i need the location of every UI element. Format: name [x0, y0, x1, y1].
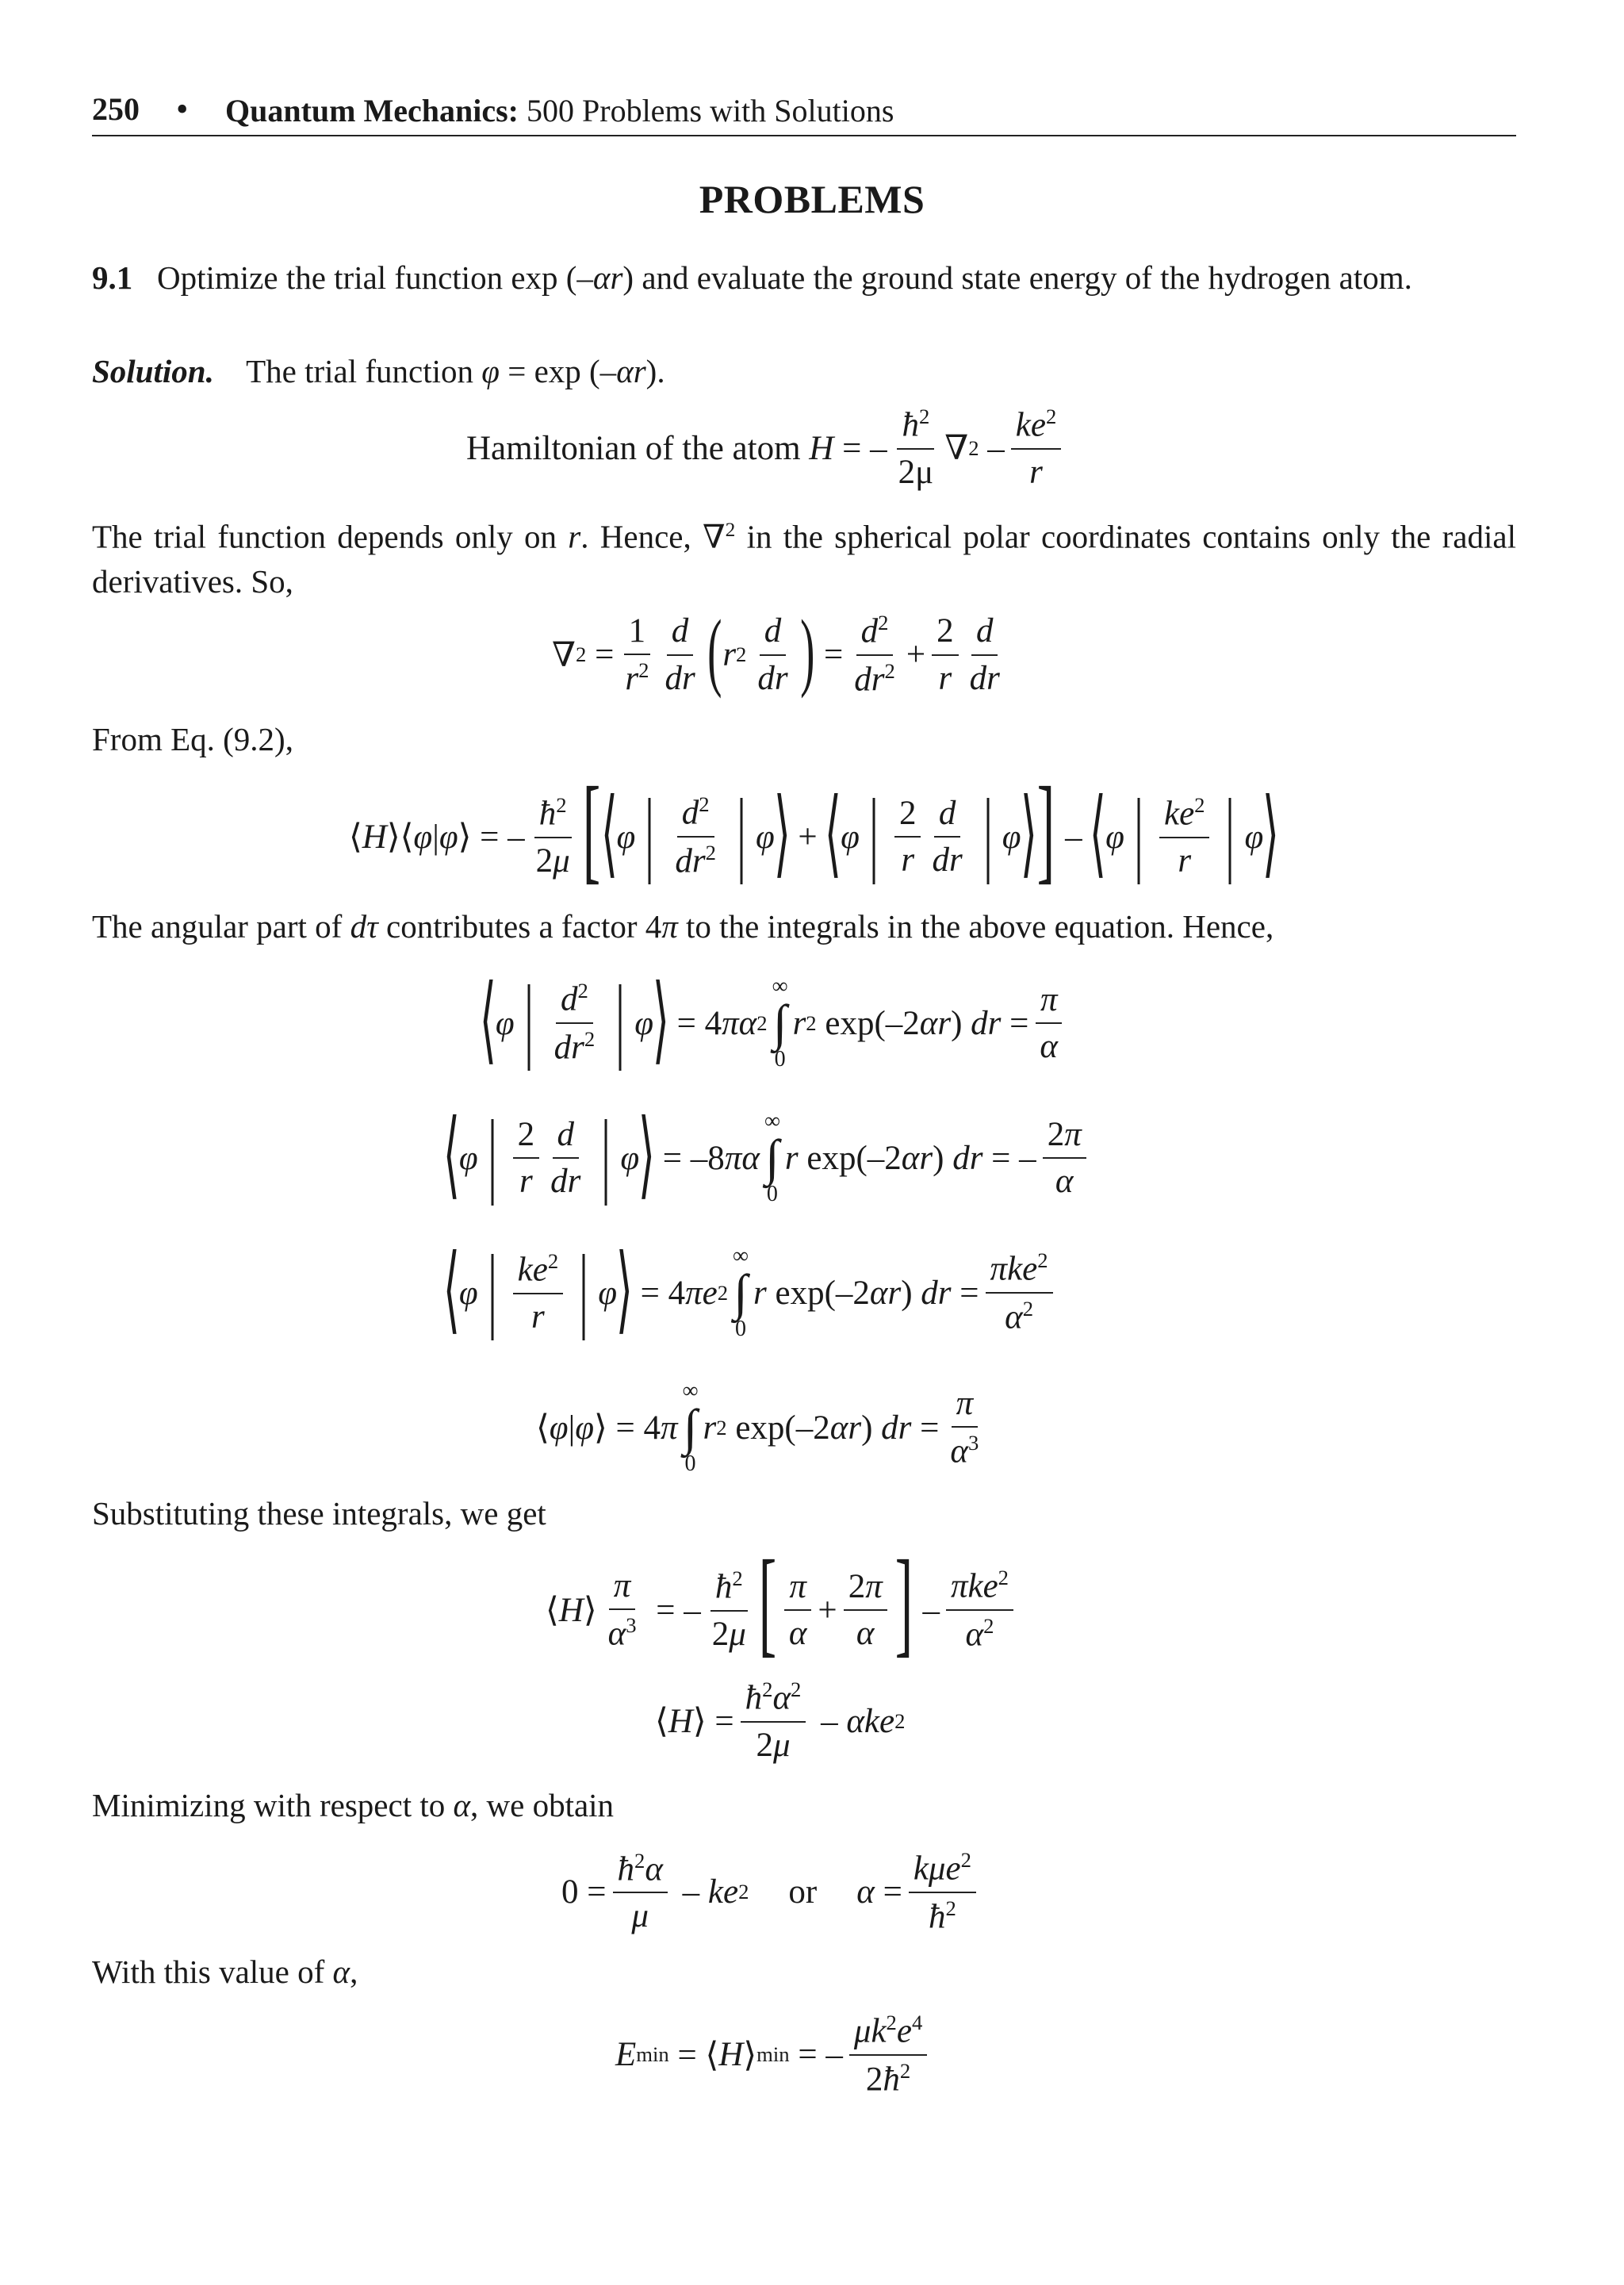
ham-r: r: [1029, 453, 1043, 491]
integral-potential: ⟨ φ | $\frac{ke^2}{r}$ | φ ⟩ = 4 πe 2 ∞ ∫ 0 r exp(–2 αr ) dr = $\frac{\pi ke^2}{\alpha^2}$: [444, 1245, 1059, 1340]
para1-c: in the spherical polar coordinates contains only the radial derivatives. So,: [92, 518, 1516, 600]
laplacian-equation: ∇ 2 = $\frac{1}{r^2}$ $\frac{d}{dr}$ ( r 2 $\frac{d}{dr}$ ) = $\frac{d^2}{dr^2}$ + $\frac{2}{r}$ $\frac{d}{dr}$: [552, 601, 1000, 699]
hamiltonian-lhs: H: [809, 429, 834, 467]
solution-line: Solution. The trial function φ = exp (–αr).: [92, 353, 665, 389]
minimizing-a: Minimizing with respect to: [92, 1787, 454, 1823]
expectation-equation: ⟨ H ⟩⟨ φ | φ ⟩ = – $\frac{ħ^2}{2\mu}$ [ ⟨ φ | $\frac{d^2}{dr^2}$ | φ ⟩ + ⟨ φ | $\frac{2}{r}$ $\frac{d}{dr}$ | φ ⟩ ] – ⟨ φ | $\frac{ke^2}{r}$ | φ ⟩: [349, 763, 1280, 895]
para1-sup: 2: [725, 519, 736, 541]
para2-b: contributes a factor 4: [377, 908, 662, 945]
solution-phi: φ: [481, 353, 500, 389]
paragraph-angular: [92, 904, 1274, 949]
ke-term: ke: [1015, 406, 1046, 444]
hamiltonian-label: Hamiltonian of the atom: [466, 429, 801, 467]
problem-text-a: Optimize the trial function exp (–: [157, 259, 593, 296]
minimizing-alpha: α: [453, 1787, 471, 1823]
nabla-symbol: ∇: [944, 430, 969, 468]
para1-b: . Hence, ∇: [580, 518, 726, 555]
integral-second-derivative: ⟨ φ | $\frac{d^2}{dr^2}$ | φ ⟩ = 4 πα 2 ∞ ∫ 0 r 2 exp(–2 αr ) dr = $\frac{\pi}{\alpha}$: [481, 976, 1069, 1071]
book-title-bold: Quantum Mechanics:: [225, 93, 519, 128]
problem-alpha: α: [592, 259, 611, 296]
minimization-equation: 0 = $\frac{ħ^2\alpha}{\mu}$ – ke 2 or α = $\frac{k\mu e^2}{ħ^2}$: [561, 1848, 982, 1937]
solution-text: The trial function: [246, 353, 482, 389]
minimizing-text: [92, 1783, 614, 1827]
integral-first-derivative: ⟨ φ | $\frac{2}{r}$ $\frac{d}{dr}$ | φ ⟩ = –8 πα ∞ ∫ 0 r exp(–2 αr ) dr = – $\frac{2\pi}{\alpha}$: [444, 1110, 1093, 1206]
book-title: [225, 92, 894, 129]
para1-r: r: [568, 518, 581, 555]
problem-number: 9.1: [92, 259, 133, 296]
substituting-text: Substituting these integrals, we get: [92, 1495, 546, 1532]
problem-statement: [92, 255, 1516, 300]
substituted-equation: ⟨ H ⟩ $\frac{\pi}{\alpha^3}$ = – $\frac{ħ^2}{2\mu}$ [ $\frac{\pi}{\alpha}$ + $\frac{2\pi}{\alpha}$ ] – $\frac{\pi ke^2}{\alpha^2}$: [546, 1551, 1020, 1670]
para2-pi: π: [661, 908, 678, 945]
problem-r: r: [610, 259, 623, 296]
hamiltonian-expectation-result: ⟨ H ⟩ = $\frac{ħ^2\alpha^2}{2\mu}$ – αke 2: [655, 1677, 906, 1764]
two-mu: 2μ: [898, 453, 934, 491]
hbar: ħ: [902, 406, 919, 444]
running-header: [92, 89, 1516, 136]
hamiltonian-equation: Hamiltonian of the atom H = – $\frac{ħ^2}{2\mu}$ ∇ 2 – $\frac{ke^2}{r}$: [466, 404, 1067, 492]
header-bullet: •: [176, 90, 189, 128]
with-value-a: With this value of: [92, 1953, 333, 1990]
solution-rest-a: = exp (–: [499, 353, 617, 389]
integral-normalization: ⟨ φ | φ ⟩ = 4 π ∞ ∫ 0 r 2 exp(–2 αr ) dr = $\frac{\pi}{\alpha^3}$: [536, 1378, 979, 1476]
book-subtitle: 500 Problems with Solutions: [519, 93, 894, 128]
para2-a: The angular part of: [92, 908, 350, 945]
minimum-energy-equation: E min = ⟨ H ⟩ min = – $\frac{\mu k^2e^4}{2ħ^2}$: [615, 2011, 933, 2099]
section-title: PROBLEMS: [699, 177, 925, 221]
with-value-b: ,: [350, 1953, 358, 1990]
para1-a: The trial function depends only on: [92, 518, 569, 555]
para2-c: to the integrals in the above equation. Hence,: [677, 908, 1274, 945]
paragraph-radial: [92, 508, 1516, 604]
solution-rest-b: ).: [645, 353, 665, 389]
solution-label: Solution.: [92, 353, 214, 389]
para2-dtau: dτ: [350, 908, 378, 945]
with-value-text: [92, 1950, 358, 1994]
or-word: or: [788, 1873, 818, 1911]
problem-text-b: ) and evaluate the ground state energy of the hydrogen atom.: [622, 259, 1412, 296]
from-eq-text: From Eq. (9.2),: [92, 721, 293, 757]
page-number: 250: [92, 91, 140, 127]
with-value-alpha: α: [332, 1953, 350, 1990]
minimizing-b: , we obtain: [470, 1787, 615, 1823]
